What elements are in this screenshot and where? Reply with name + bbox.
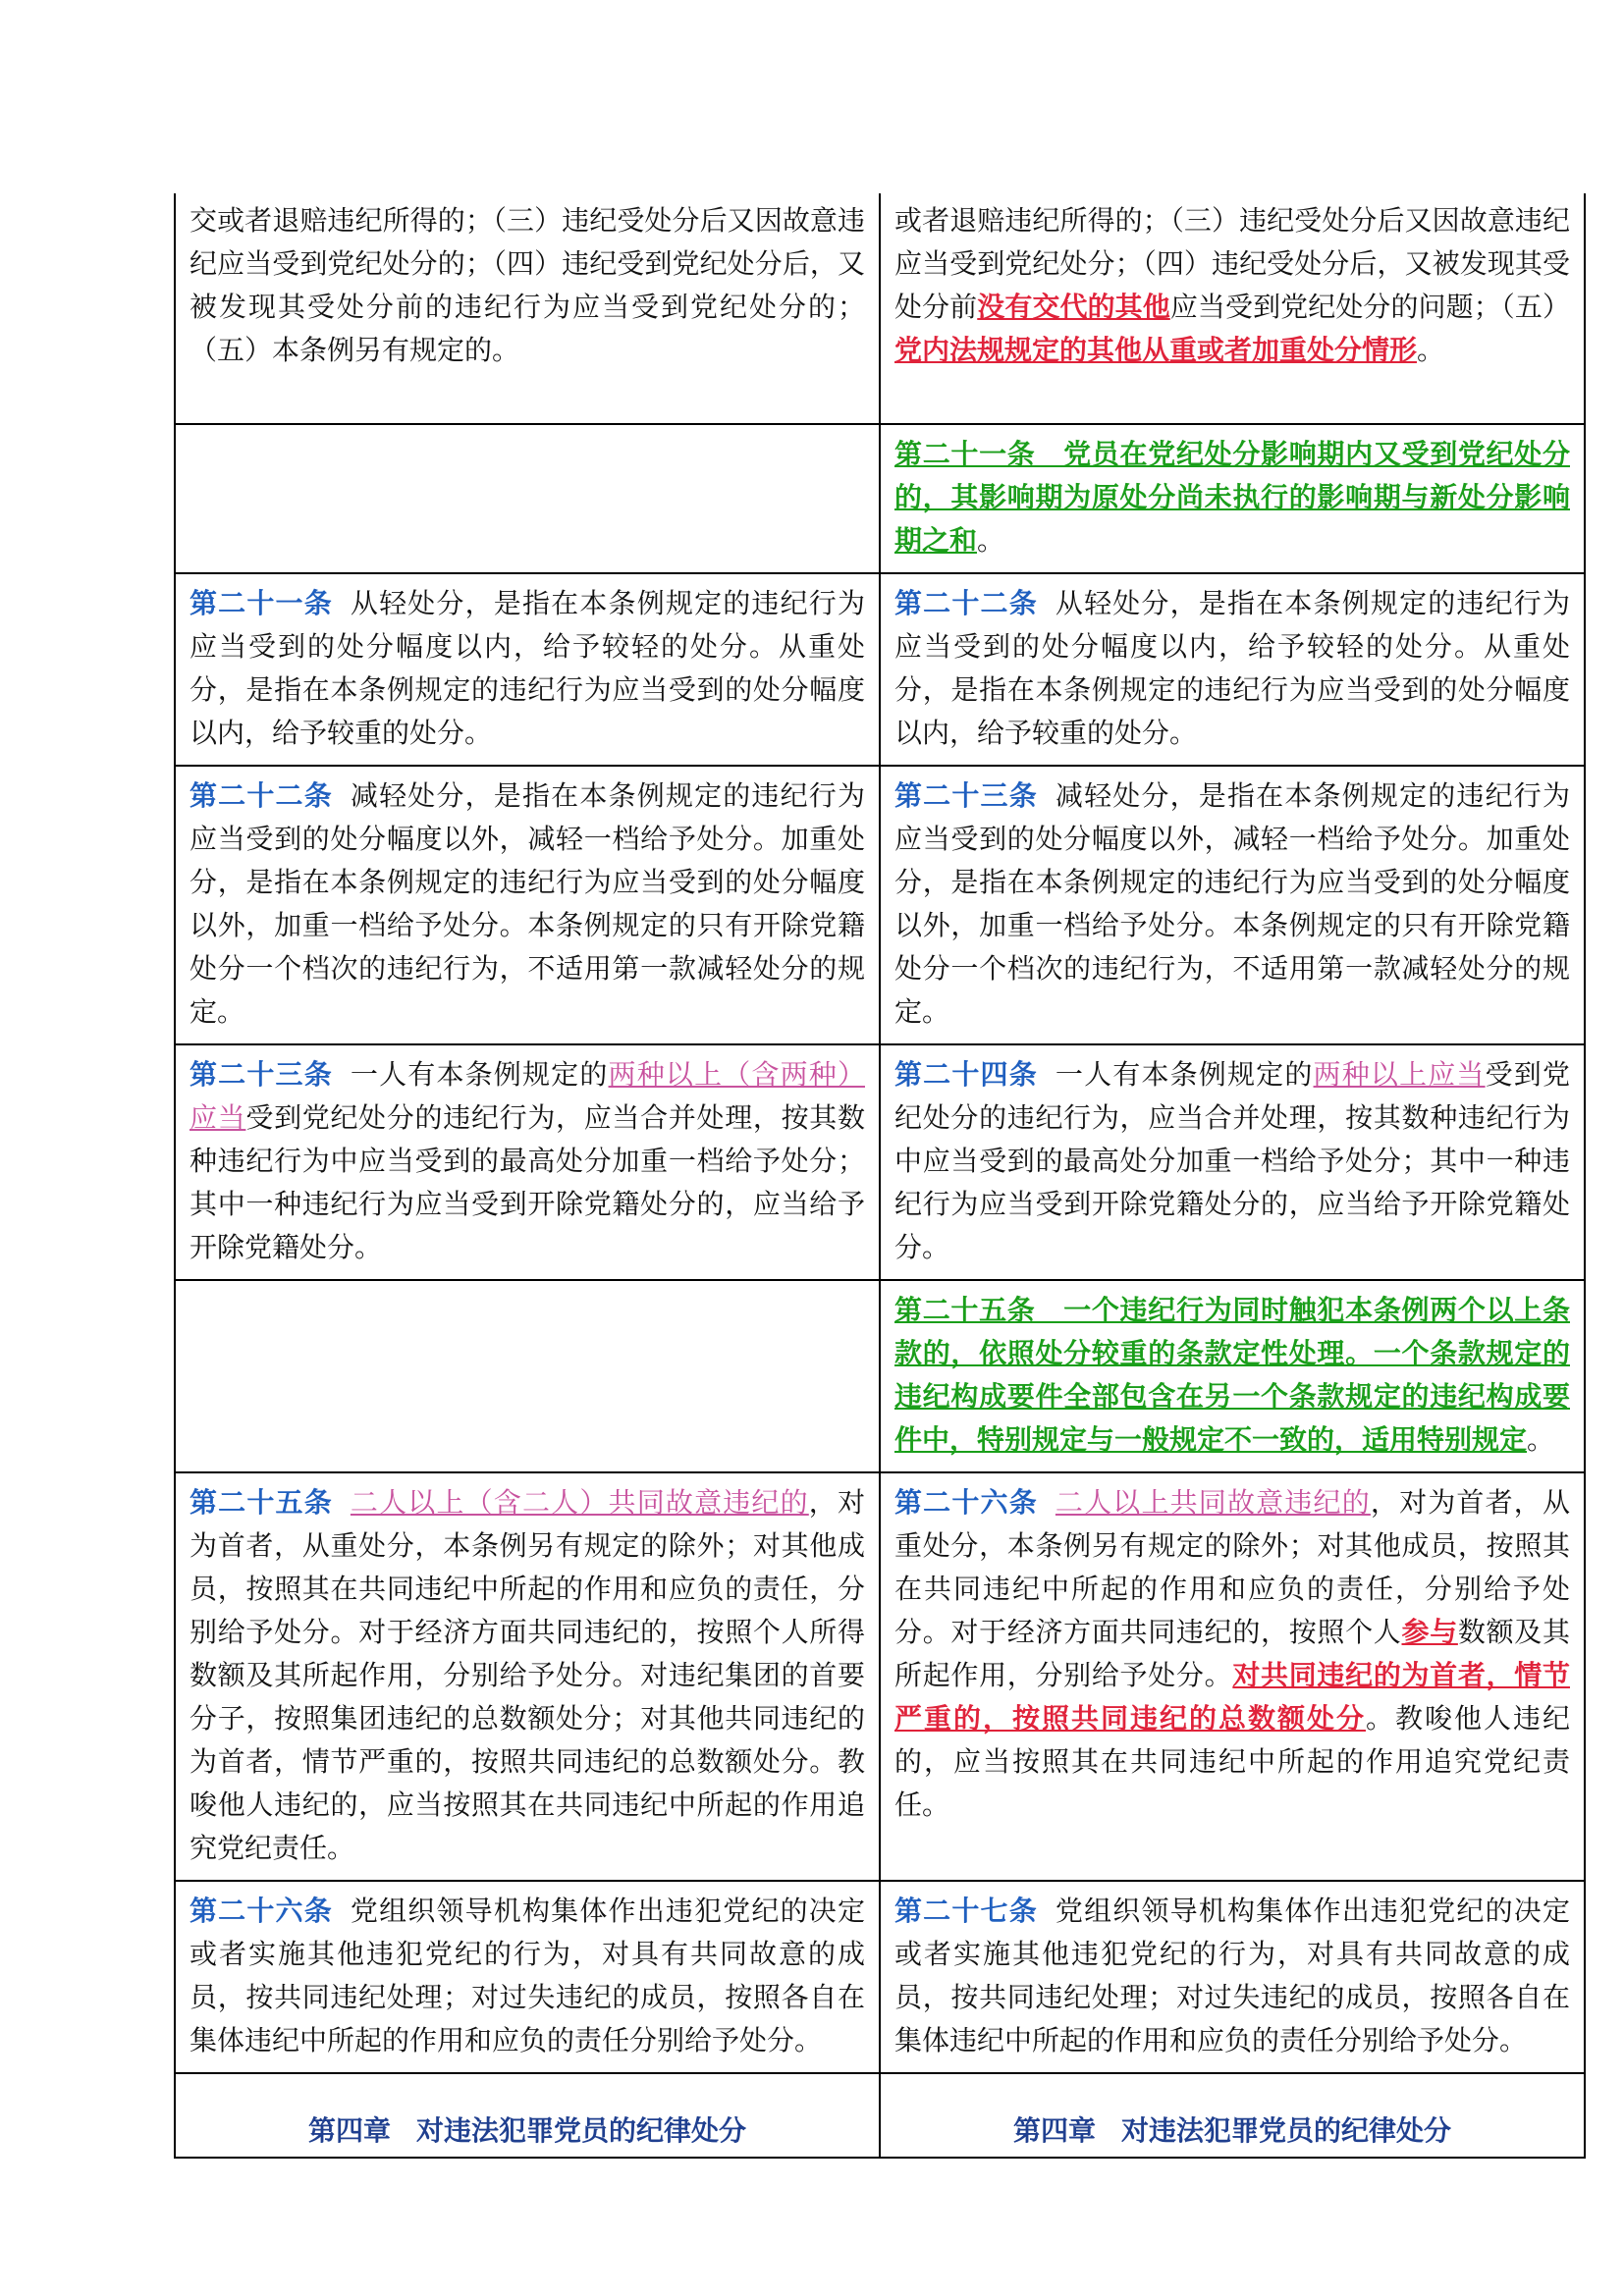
table-row	[175, 766, 1585, 1044]
article-number: 第二十三条	[189, 1058, 333, 1091]
article-body: 或者退赔违纪所得的；（三）违纪受处分后又因故意违纪应当受到党纪处分；（四）违纪受处分后，又被发现其受处分前	[894, 204, 1570, 323]
new-text-cell	[880, 1881, 1585, 2073]
article-body: 。	[977, 524, 1005, 557]
old-text-cell	[175, 766, 880, 1044]
table-row	[175, 193, 1585, 424]
changed-text-highlight: 二人以上（含二人）共同故意违纪的	[350, 1486, 809, 1519]
table-row	[175, 1280, 1585, 1472]
article-body: 从轻处分，是指在本条例规定的违纪行为应当受到的处分幅度以内，给予较轻的处分。从重处分，是指在本条例规定的违纪行为应当受到的处分幅度以内，给予较重的处分。	[189, 587, 865, 749]
old-text-cell	[175, 1472, 880, 1881]
article-body: 一人有本条例规定的	[350, 1058, 609, 1091]
comparison-table	[174, 193, 1586, 2159]
old-text-cell	[175, 193, 880, 424]
chapter-title: 对违法犯罪党员的纪律处分	[1121, 2114, 1452, 2147]
table-row	[175, 424, 1585, 573]
new-text-cell	[880, 424, 1585, 573]
new-text-cell	[880, 1044, 1585, 1280]
article-body: ，对为首者，从重处分，本条例另有规定的除外；对其他成员，按照其在共同违纪中所起的作用和应负的责任，分别给予处分。对于经济方面共同违纪的，按照个人	[894, 1486, 1570, 1648]
article-body: 从轻处分，是指在本条例规定的违纪行为应当受到的处分幅度以内，给予较轻的处分。从重处分，是指在本条例规定的违纪行为应当受到的处分幅度以内，给予较重的处分。	[894, 587, 1570, 749]
article-number: 第二十六条	[894, 1486, 1038, 1519]
empty-cell	[175, 1280, 880, 1472]
old-text-cell	[175, 1881, 880, 2073]
article-number: 第二十二条	[894, 587, 1038, 619]
article-number: 第二十三条	[894, 779, 1038, 812]
article-number: 第二十七条	[894, 1895, 1038, 1927]
chapter-number: 第四章	[307, 2114, 391, 2147]
table-row	[175, 1472, 1585, 1881]
chapter-title: 对违法犯罪党员的纪律处分	[416, 2114, 747, 2147]
article-body: 党组织领导机构集体作出违犯党纪的决定或者实施其他违犯党纪的行为，对具有共同故意的成员，按共同违纪处理；对过失违纪的成员，按照各自在集体违纪中所起的作用和应负的责任分别给予处分。	[894, 1895, 1570, 2056]
new-text-cell	[880, 1280, 1585, 1472]
new-text-cell	[880, 766, 1585, 1044]
added-text-highlight: 党内法规规定的其他从重或者加重处分情形	[894, 334, 1418, 366]
article-body: 党组织领导机构集体作出违犯党纪的决定或者实施其他违犯党纪的行为，对具有共同故意的成员，按共同违纪处理；对过失违纪的成员，按照各自在集体违纪中所起的作用和应负的责任分别给予处分。	[189, 1895, 865, 2056]
article-number: 第二十一条	[189, 587, 333, 619]
article-body: 数额及其所起作用，分别给予处分。	[894, 1616, 1570, 1691]
chapter-heading-cell	[175, 2073, 880, 2158]
article-body: 减轻处分，是指在本条例规定的违纪行为应当受到的处分幅度以外，减轻一档给予处分。加重处分，是指在本条例规定的违纪行为应当受到的处分幅度以外，加重一档给予处分。本条例规定的只有开除党籍处分一个档次的违纪行为，不适用第一款减轻处分的规定。	[894, 779, 1570, 1028]
changed-text-highlight: 两种以上（含两种）应当	[189, 1058, 865, 1134]
article-number: 第二十五条	[189, 1486, 333, 1519]
new-article-highlight: 第二十五条 一个违纪行为同时触犯本条例两个以上条款的，依照处分较重的条款定性处理。一个条款规定的违纪构成要件全部包含在另一个条款规定的违纪构成要件中，特别规定与一般规定不一致的，适用特别规定	[894, 1294, 1570, 1456]
article-number: 第二十六条	[189, 1895, 333, 1927]
article-body: 减轻处分，是指在本条例规定的违纪行为应当受到的处分幅度以外，减轻一档给予处分。加重处分，是指在本条例规定的违纪行为应当受到的处分幅度以外，加重一档给予处分。本条例规定的只有开除党籍处分一个档次的违纪行为，不适用第一款减轻处分的规定。	[189, 779, 865, 1028]
new-text-cell	[880, 1472, 1585, 1881]
article-body: 受到党纪处分的违纪行为，应当合并处理，按其数种违纪行为中应当受到的最高处分加重一档给予处分；其中一种违纪行为应当受到开除党籍处分的，应当给予开除党籍处分。	[894, 1058, 1570, 1263]
added-text-highlight: 没有交代的其他	[977, 291, 1170, 323]
chapter-heading	[308, 2114, 746, 2147]
new-text-cell	[880, 573, 1585, 766]
table-row	[175, 1881, 1585, 2073]
table-row	[175, 1044, 1585, 1280]
table-row	[175, 2073, 1585, 2158]
article-body: 。教唆他人违纪的，应当按照其在共同违纪中所起的作用追究党纪责任。	[894, 1702, 1570, 1821]
empty-cell	[175, 424, 880, 573]
article-body: 一人有本条例规定的	[1055, 1058, 1314, 1091]
article-number: 第二十四条	[894, 1058, 1038, 1091]
old-text-cell	[175, 1044, 880, 1280]
added-text-highlight: 参与	[1401, 1616, 1458, 1648]
added-text-highlight: 对共同违纪的为首者，情节严重的，按照共同违纪的总数额处分	[894, 1659, 1570, 1735]
table-row	[175, 573, 1585, 766]
chapter-number: 第四章	[1012, 2114, 1096, 2147]
new-text-cell	[880, 193, 1585, 424]
article-number: 第二十二条	[189, 779, 333, 812]
article-body: 。	[1417, 334, 1445, 366]
article-body: 交或者退赔违纪所得的；（三）违纪受处分后又因故意违纪应当受到党纪处分的；（四）违纪受到党纪处分后，又被发现其受处分前的违纪行为应当受到党纪处分的；（五）本条例另有规定的。	[189, 204, 865, 366]
old-text-cell	[175, 573, 880, 766]
article-body: 应当受到党纪处分的问题；（五）	[1169, 291, 1570, 323]
article-body: 受到党纪处分的违纪行为，应当合并处理，按其数种违纪行为中应当受到的最高处分加重一档给予处分；其中一种违纪行为应当受到开除党籍处分的，应当给予开除党籍处分。	[189, 1101, 865, 1263]
chapter-heading	[1013, 2114, 1451, 2147]
article-body: 。	[1527, 1423, 1555, 1456]
new-article-highlight: 第二十一条 党员在党纪处分影响期内又受到党纪处分的，其影响期为原处分尚未执行的影响期与新处分影响期之和	[894, 438, 1570, 557]
changed-text-highlight: 二人以上共同故意违纪的	[1055, 1486, 1371, 1519]
changed-text-highlight: 两种以上应当	[1313, 1058, 1486, 1091]
chapter-heading-cell	[880, 2073, 1585, 2158]
article-body: ，对为首者，从重处分，本条例另有规定的除外；对其他成员，按照其在共同违纪中所起的作用和应负的责任，分别给予处分。对于经济方面共同违纪的，按照个人所得数额及其所起作用，分别给予处分。对违纪集团的首要分子，按照集团违纪的总数额处分；对其他共同违纪的为首者，情节严重的，按照共同违纪的总数额处分。教唆他人违纪的，应当按照其在共同违纪中所起的作用追究党纪责任。	[189, 1486, 865, 1864]
